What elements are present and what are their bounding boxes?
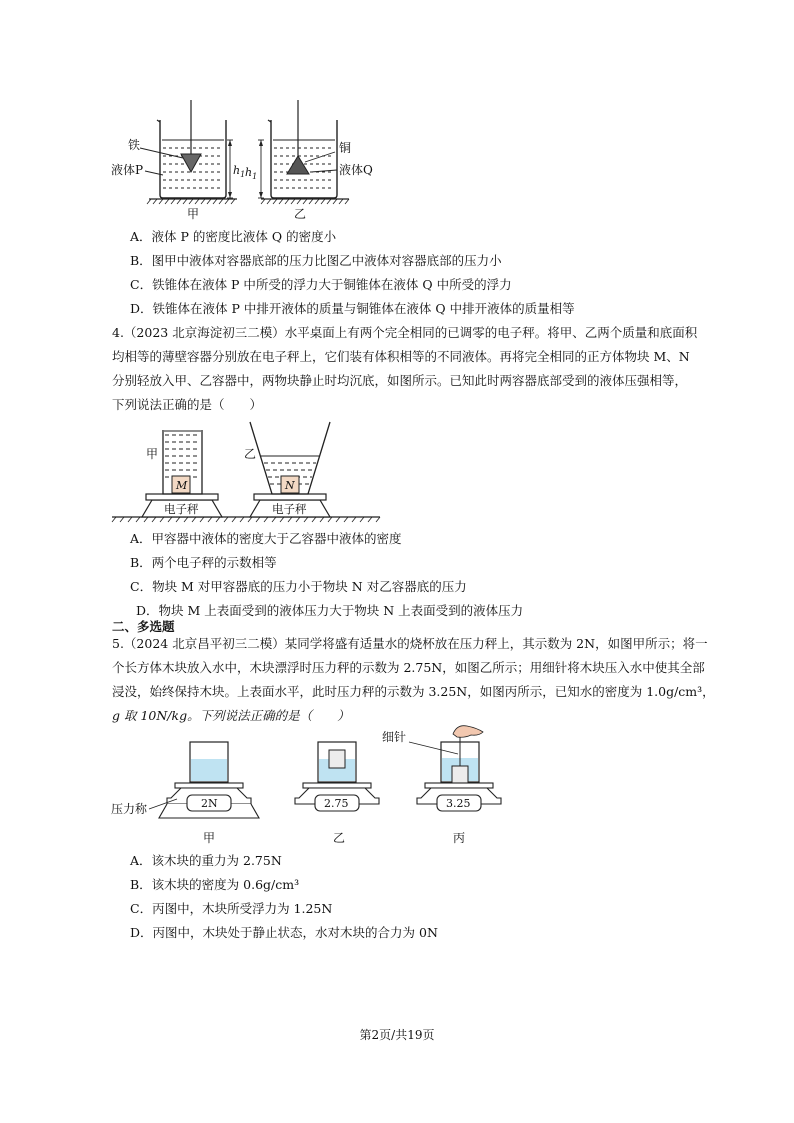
q3-figure <box>105 100 395 225</box>
q4-stem-line1: 4.（2023 北京海淀初三二模）水平桌面上有两个完全相同的已调零的电子秤。将甲、乙两个质量和底面积 <box>112 325 698 340</box>
reading-bing: 3.25 <box>446 797 471 810</box>
label-iron: 铁 <box>128 138 141 152</box>
label-yi-q4: 乙 <box>244 447 257 461</box>
q3-option-d: D．铁锥体在液体 P 中排开液体的质量与铜锥体在液体 Q 中排开液体的质量相等 <box>130 301 575 316</box>
q4-figure <box>110 418 390 526</box>
q5-stem-line4: g 取 10N/kg。下列说法正确的是（ ） <box>112 708 350 723</box>
q4-option-d: D．物块 M 上表面受到的液体压力大于物块 N 上表面受到的液体压力 <box>136 603 524 618</box>
label-yi: 乙 <box>294 207 307 221</box>
label-h1-left: $h_1$ <box>233 164 246 179</box>
page-footer: 第2页/共19页 <box>359 1028 435 1042</box>
q5-option-b: B．该木块的密度为 0.6g/cm³ <box>130 877 300 892</box>
beaker-yi <box>258 100 352 204</box>
block-n-label: N <box>285 479 295 492</box>
q5-stem-line3: 浸没，始终保持木块。上表面水平，此时压力秤的示数为 3.25N，如图丙所示，已知水的密度为 1.0g/cm³， <box>112 684 715 699</box>
label-needle: 细针 <box>382 730 407 744</box>
q5-option-a: A．该木块的重力为 2.75N <box>130 853 282 868</box>
block-m-label: M <box>176 479 188 492</box>
q4-stem-line2: 均相等的薄壁容器分别放在电子秤上，它们装有体积相等的不同液体。再将完全相同的正方体物块 M、N <box>112 349 690 364</box>
reading-jia: 2N <box>201 797 218 810</box>
label-bing-q5: 丙 <box>453 831 466 845</box>
q3-option-c: C．铁锥体在液体 P 中所受的浮力大于铜锥体在液体 Q 中所受的浮力 <box>130 277 512 292</box>
label-pressure-scale: 压力称 <box>111 802 148 816</box>
reading-yi: 2.75 <box>324 797 349 810</box>
copper-cone <box>287 156 309 174</box>
section-title-multi-choice: 二、多选题 <box>112 619 175 634</box>
label-yi-q5: 乙 <box>333 831 346 845</box>
scale1-label: 电子秤 <box>164 502 199 516</box>
q4-option-b: B．两个电子秤的示数相等 <box>130 555 277 570</box>
label-liquid-q: 液体Q <box>339 163 373 177</box>
label-liquid-p: 液体P <box>111 163 144 177</box>
label-jia: 甲 <box>187 207 200 221</box>
q5-stem-line2: 个长方体木块放入水中，木块漂浮时压力秤的示数为 2.75N，如图乙所示；用细针将木块压入水中使其全部 <box>112 660 705 675</box>
q5-stem-line1: 5.（2024 北京昌平初三二模）某同学将盛有适量水的烧杯放在压力秤上，其示数为 2N，如图甲所示；将一 <box>112 636 708 651</box>
q5-option-d: D．丙图中，木块处于静止状态，水对木块的合力为 0N <box>130 925 438 940</box>
q3-option-a: A．液体 P 的密度比液体 Q 的密度小 <box>130 229 337 244</box>
label-jia-q5: 甲 <box>203 831 216 845</box>
label-copper: 铜 <box>339 141 352 155</box>
q4-stem-line4: 下列说法正确的是（ ） <box>112 397 263 412</box>
q3-option-b: B．图甲中液体对容器底部的压力比图乙中液体对容器底部的压力小 <box>130 253 502 268</box>
q4-stem-line3: 分别轻放入甲、乙容器中，两物块静止时均沉底，如图所示。已知此时两容器底部受到的液体压强相等， <box>112 373 688 388</box>
label-jia-q4: 甲 <box>146 447 159 461</box>
q5-figure <box>105 722 515 850</box>
q4-option-a: A．甲容器中液体的密度大于乙容器中液体的密度 <box>130 531 402 546</box>
iron-cone <box>181 154 201 172</box>
q5-option-c: C．丙图中，木块所受浮力为 1.25N <box>130 901 333 916</box>
label-h1-right: $h_1$ <box>245 166 258 181</box>
beaker-jia <box>140 100 237 204</box>
hand-icon <box>453 726 483 738</box>
q4-option-c: C．物块 M 对甲容器底的压力小于物块 N 对乙容器底的压力 <box>130 579 467 594</box>
scale2-label: 电子秤 <box>272 502 307 516</box>
